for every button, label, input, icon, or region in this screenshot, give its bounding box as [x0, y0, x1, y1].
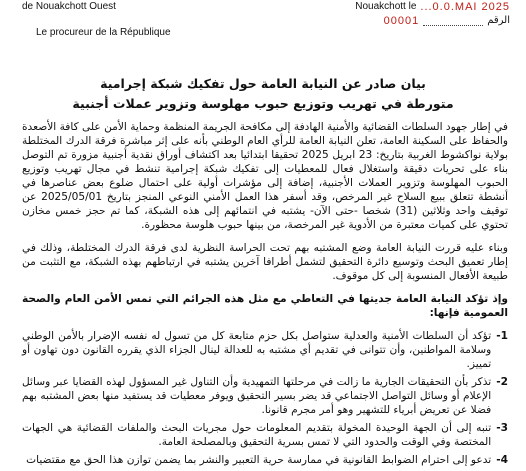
list-item-text: تؤكد أن السلطات الأمنية والعدلية ستواصل بكل حزم متابعة كل من تسول له نفسه الإضرار بالأمن الوطني وسلامة المواطنين، وأن تتوانى في تقديم أي مشتبه به للعدالة لينال الجزاء الذي يقرره القانون دون تهاون أو تمييز.	[22, 330, 492, 370]
date-row	[210, 0, 510, 14]
paragraph-3: وإذ تؤكد النيابة العامة جديتها في التعاطي مع مثل هذه الجرائم التي تمس الأمن العام والصحة العمومية فإنها:	[22, 293, 508, 319]
paragraph-1: في إطار جهود السلطات القضائية والأمنية الهادفة إلى مكافحة الجريمة المنظمة وحماية الأمن على كافة الأصعدة والحفاظ على السكينة العامة، تعلن النيابة العامة للرأي العام الوطني بأنه على إثر مباشرة فرقة الدرك المختلطة بولاية نواكشوط الغربية بتاريخ: 23 ابريل 2025 تحقيقا ابتدائيا بعد اكتشاف أوراق نقدية أجنبية مزورة تم التوصل بناء على تحريات دقيقة واستغلال فعال للمعطيات إلى تفكيك شبكة إجرامية تنشط في مجال تهريب وتوزيع الحبوب المهلوسة وتزوير العملات الأجنبية، إضافة إلى مؤشرات أولية على احتمال ضلوع بعض عناصرها في أنشطة تتعلق ببيع السلاح غير المرخص، وقد أسفر هذا العمل الأمني النوعي المنجز بتاريخ 2025/05/01 عن توقيف واحد وثلاثين (31) شخصا -حتى الآن- يشتبه في انتمائهم إلى هذه الشبكة، كما تم حجز خمس مخازن تحتوي على كميات معتبرة من الأدوية غير المرخصة، من بينها حبوب هلوسة محظورة.	[22, 121, 508, 231]
list-item-number: 1-	[496, 330, 508, 342]
issuer-line-prosecutor: Le procureur de la République	[36, 27, 171, 38]
ref-label: الرقم	[487, 15, 510, 26]
issuer-line-court: de Nouakchott Ouest	[22, 1, 116, 12]
city-label: Nouakchott le	[355, 1, 417, 12]
list-item-text: تنبه إلى أن الجهة الوحيدة المخولة بتقديم المعلومات حول مجريات البحث والملفات القضائية هي الجهات المختصة وفي الوقت والحدود التي لا تمس بسرية التحقيق وبالمصلحة العامة.	[22, 422, 492, 448]
title-line-1: بيان صادر عن النيابة العامة حول تفكيك شبكة إجرامية	[100, 76, 426, 91]
list-item	[22, 329, 508, 371]
list-item-text: تذكر بأن التحقيقات الجارية ما زالت في مرحلتها التمهيدية وأن التناول غير المسؤول لهذه القضايا عبر وسائل الإعلام أو وسائل التواصل الاجتماعي قد يضر بسير التحقيق ويوفر معطيات قد يستفيد منها بعض المشتبه بهم فضلا عن تعريض أبرياء للتشهير وهو أمر مجرم قانونا.	[22, 376, 492, 416]
ref-row	[210, 14, 510, 28]
paragraph-2: وبناء عليه قررت النيابة العامة وضع المشتبه بهم تحت الحراسة النظرية لدى فرقة الدرك المختلطة، وذلك في إطار تعميق البحث وتوسيع دائرة التحقيق لتشمل أطرافا آخرين يشتبه في ارتباطهم بهذه الشبكة، مع التثبت من طبيعة الأفعال المنسوبة إلى كل موقوف.	[22, 242, 508, 282]
points-list	[22, 329, 508, 467]
date-value: ...0.0.MAI 2025	[420, 1, 510, 13]
reference-header	[210, 0, 510, 28]
ref-dotted-line	[423, 16, 483, 26]
list-item-number: 2-	[496, 376, 508, 388]
list-item-number: 4-	[496, 454, 508, 466]
list-item	[22, 421, 508, 449]
issuer-header	[22, 0, 222, 39]
statement-title	[20, 74, 506, 114]
list-item-text: تدعو إلى احترام الضوابط القانونية في ممارسة حرية التعبير والنشر بما يضمن توازن هذا الحق مع مقتضيات	[26, 454, 492, 466]
list-item-number: 3-	[496, 422, 508, 434]
statement-body	[22, 120, 508, 471]
list-item	[22, 375, 508, 417]
title-line-2: متورطة في تهريب وتوزيع حبوب مهلوسة وتزوير عملات أجنبية	[72, 96, 454, 111]
list-item	[22, 453, 508, 467]
ref-value: 00001	[383, 15, 420, 27]
